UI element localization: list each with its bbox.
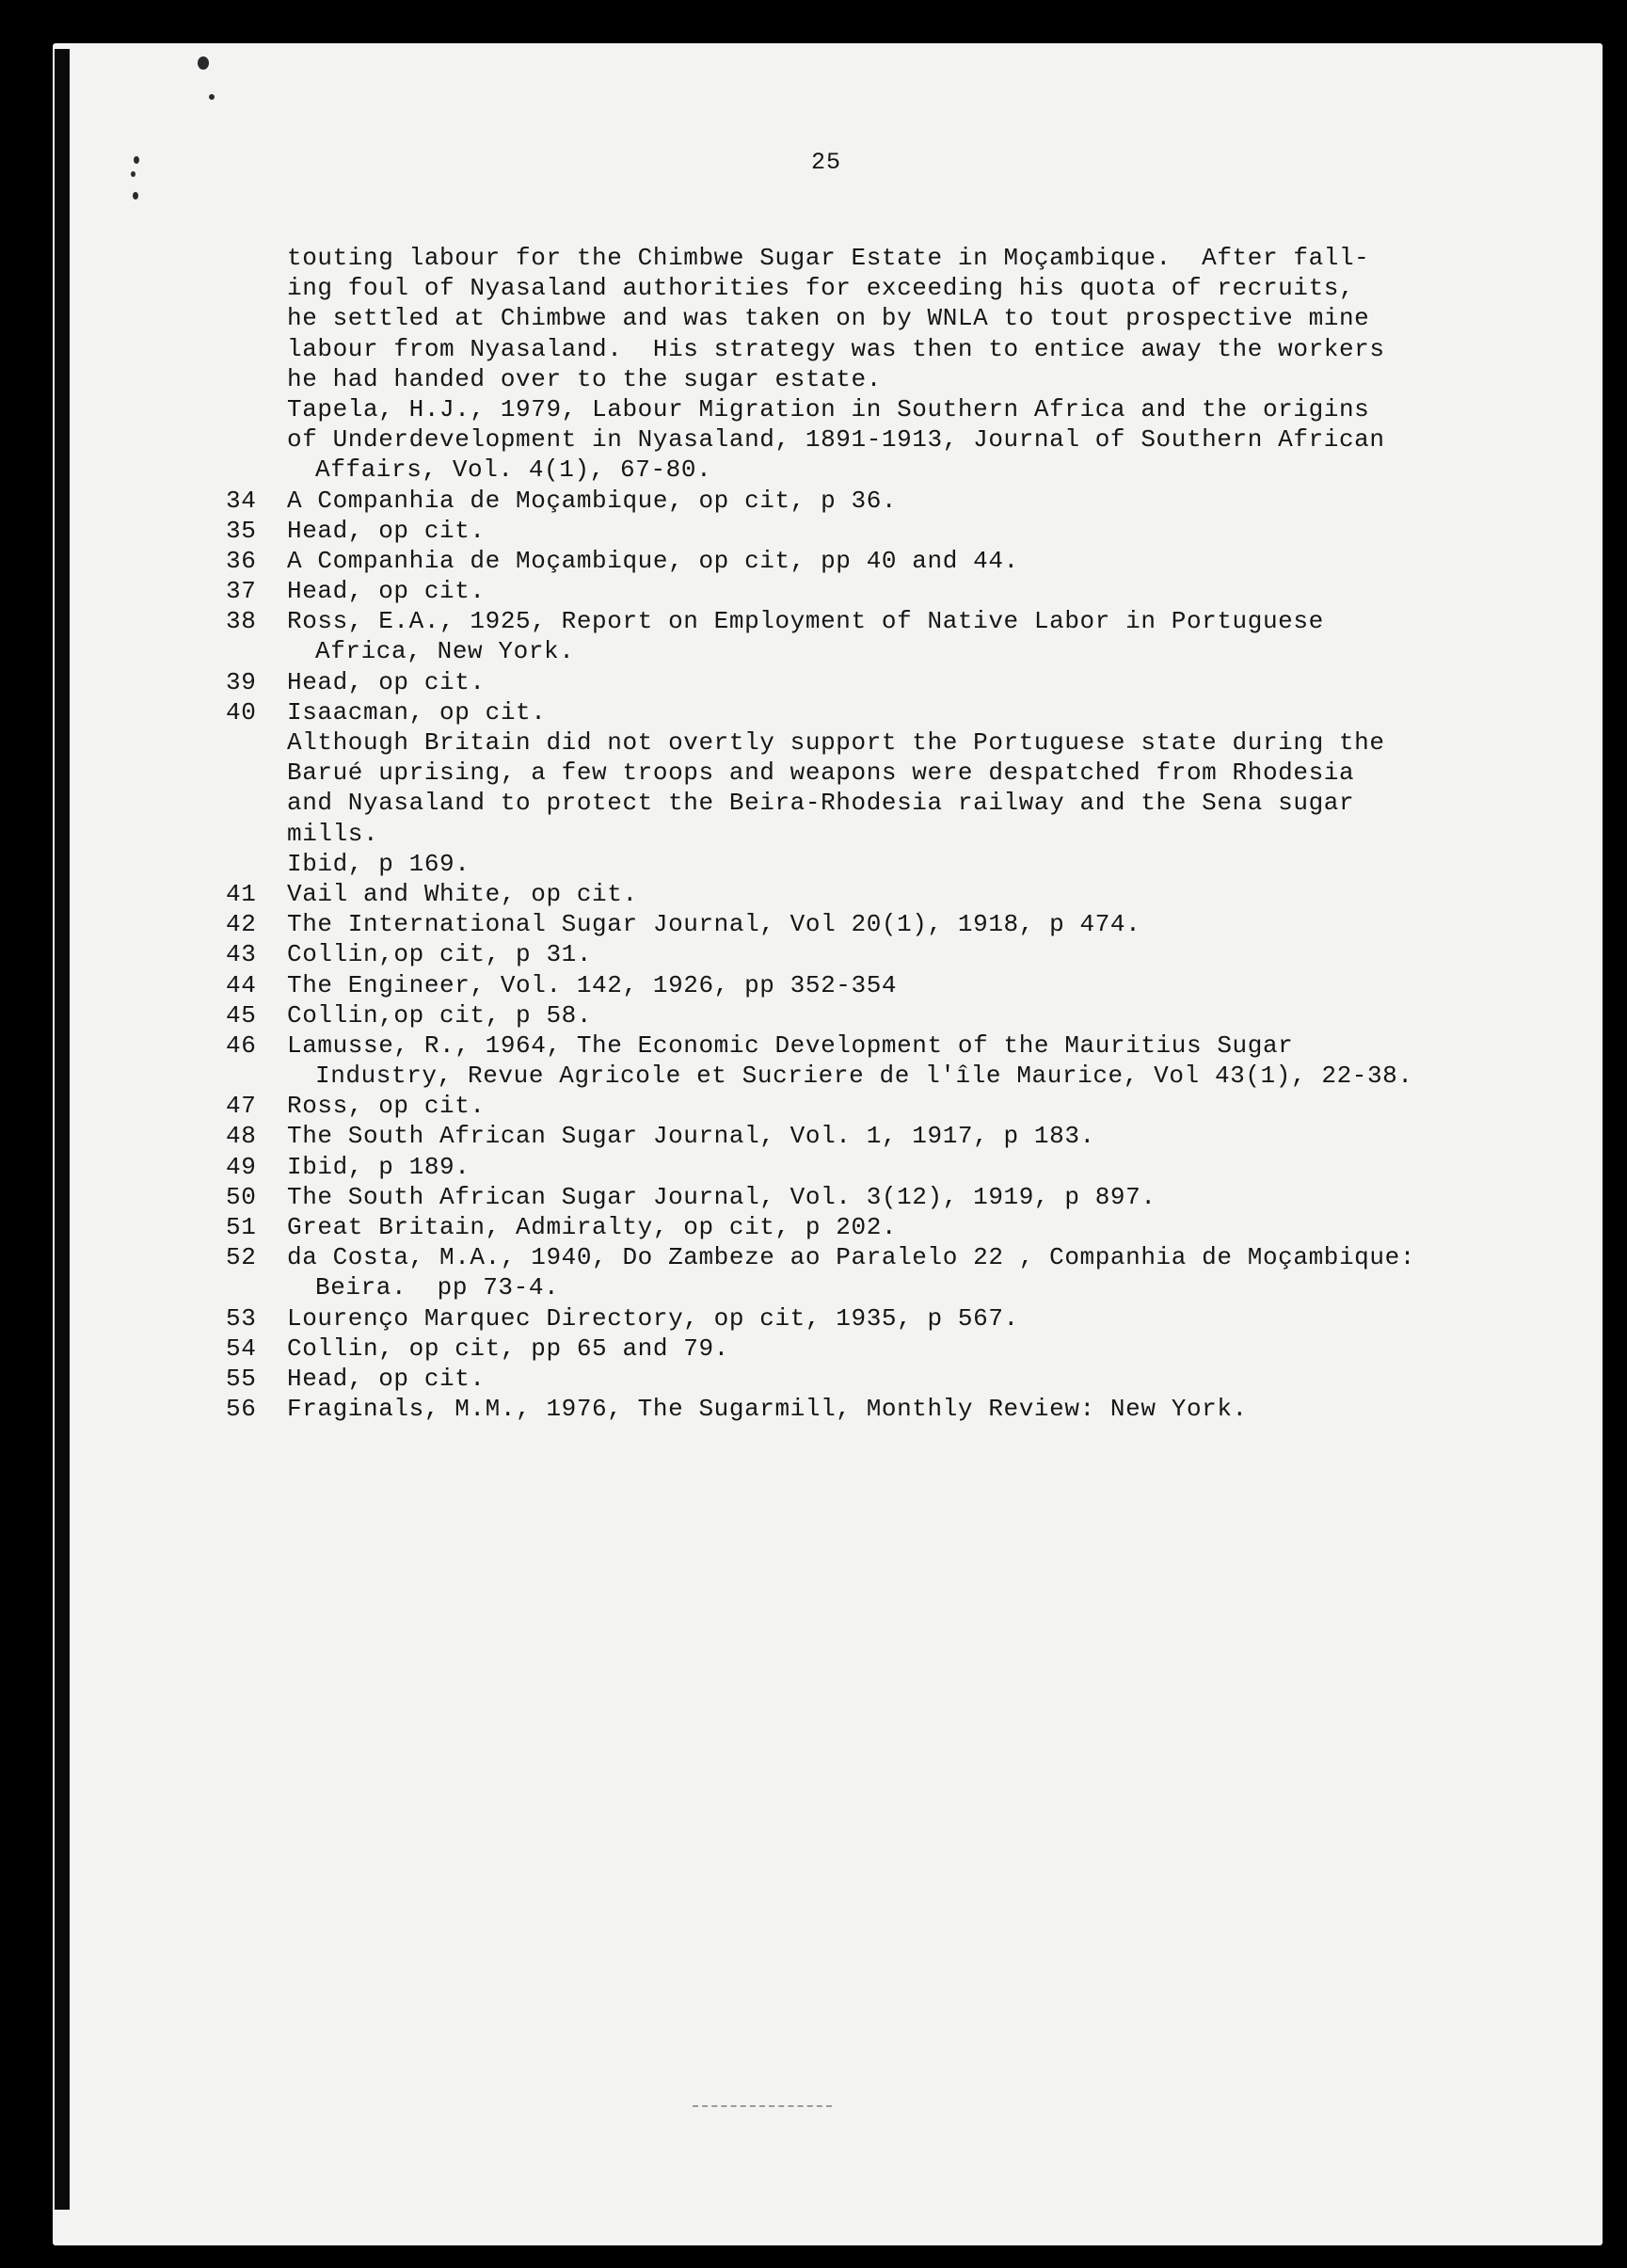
- note-line: [226, 697, 1449, 727]
- note-number: 46: [226, 1030, 257, 1060]
- scan-speck: [133, 192, 138, 200]
- note-line: [226, 819, 1449, 849]
- note-number: 45: [226, 1000, 257, 1030]
- note-number: 39: [226, 667, 257, 696]
- note-number: 43: [226, 940, 257, 969]
- note-text: The South African Sugar Journal, Vol. 3(12), 1919, p 897.: [287, 1182, 1156, 1211]
- note-line: [226, 606, 1449, 636]
- note-number: 52: [226, 1243, 257, 1272]
- binding-edge: [55, 49, 70, 2210]
- note-line: [226, 879, 1449, 909]
- note-line: [226, 849, 1449, 879]
- note-number: 40: [226, 697, 257, 727]
- note-text: Collin, op cit, pp 65 and 79.: [287, 1334, 729, 1363]
- note-text: Head, op cit.: [287, 577, 486, 606]
- note-text: he settled at Chimbwe and was taken on by WNLA to tout prospective mine: [287, 304, 1370, 333]
- note-line: [226, 636, 1449, 666]
- note-text: Isaacman, op cit.: [287, 697, 547, 727]
- note-text: ing foul of Nyasaland authorities for exceeding his quota of recruits,: [287, 274, 1355, 303]
- note-text: Ibid, p 189.: [287, 1152, 471, 1181]
- note-text: and Nyasaland to protect the Beira-Rhodesia railway and the Sena sugar: [287, 789, 1355, 818]
- note-number: 53: [226, 1303, 257, 1333]
- note-text: mills.: [287, 819, 379, 848]
- note-line: [226, 455, 1449, 485]
- note-line: [226, 243, 1449, 273]
- note-text: The Engineer, Vol. 142, 1926, pp 352-354: [287, 970, 898, 999]
- separator-rule: [693, 2105, 832, 2107]
- note-text: Great Britain, Admiralty, op cit, p 202.: [287, 1213, 898, 1241]
- note-line: [226, 1334, 1449, 1364]
- note-number: 36: [226, 546, 257, 575]
- note-text: Fraginals, M.M., 1976, The Sugarmill, Monthly Review: New York.: [287, 1395, 1248, 1424]
- scan-speck: [198, 56, 209, 70]
- note-line: [226, 1212, 1449, 1242]
- note-line: [226, 970, 1449, 1000]
- note-text: Affairs, Vol. 4(1), 67-80.: [315, 455, 712, 485]
- note-line: [226, 1000, 1449, 1030]
- note-text: The International Sugar Journal, Vol 20(1), 1918, p 474.: [287, 910, 1141, 939]
- note-text: A Companhia de Moçambique, op cit, p 36.: [287, 486, 898, 515]
- note-number: 51: [226, 1213, 257, 1241]
- note-text: of Underdevelopment in Nyasaland, 1891-1913, Journal of Southern African: [287, 425, 1385, 455]
- note-number: 56: [226, 1395, 257, 1424]
- note-line: [226, 1091, 1449, 1121]
- note-text: The South African Sugar Journal, Vol. 1, 1917, p 183.: [287, 1122, 1095, 1151]
- note-text: he had handed over to the sugar estate.: [287, 364, 882, 393]
- note-line: [226, 424, 1449, 455]
- scan-speck: [209, 94, 215, 100]
- note-line: [226, 364, 1449, 394]
- note-text: Head, op cit.: [287, 667, 486, 696]
- note-line: [226, 1272, 1449, 1302]
- note-text: Ross, E.A., 1925, Report on Employment of Native Labor in Portuguese: [287, 607, 1324, 636]
- note-number: 54: [226, 1334, 257, 1363]
- note-number: 49: [226, 1152, 257, 1181]
- note-number: 47: [226, 1092, 257, 1121]
- note-text: Vail and White, op cit.: [287, 879, 638, 908]
- note-line: [226, 727, 1449, 758]
- note-text: Lourenço Marquec Directory, op cit, 1935, p 567.: [287, 1303, 1019, 1333]
- note-line: [226, 788, 1449, 818]
- note-text: labour from Nyasaland. His strategy was then to entice away the workers: [287, 334, 1385, 363]
- note-line: [226, 1364, 1449, 1394]
- note-text: Ross, op cit.: [287, 1092, 486, 1121]
- note-number: 34: [226, 486, 257, 515]
- note-text: Collin,op cit, p 58.: [287, 1000, 593, 1030]
- note-line: [226, 1061, 1449, 1091]
- note-line: [226, 1152, 1449, 1182]
- note-number: 55: [226, 1364, 257, 1393]
- note-text: Industry, Revue Agricole et Sucriere de l'île Maurice, Vol 43(1), 22-38.: [315, 1062, 1413, 1091]
- note-line: [226, 394, 1449, 424]
- note-number: 35: [226, 516, 257, 545]
- note-line: [226, 486, 1449, 516]
- page-number: 25: [811, 149, 842, 176]
- note-line: [226, 576, 1449, 606]
- note-line: [226, 939, 1449, 969]
- note-text: A Companhia de Moçambique, op cit, pp 40 and 44.: [287, 546, 1019, 575]
- note-text: Although Britain did not overtly support the Portuguese state during the: [287, 728, 1385, 757]
- note-line: [226, 334, 1449, 364]
- scan-speck: [131, 171, 136, 177]
- note-text: Lamusse, R., 1964, The Economic Development of the Mauritius Sugar: [287, 1030, 1294, 1060]
- note-line: [226, 1394, 1449, 1424]
- note-number: 48: [226, 1122, 257, 1151]
- scan-speck: [134, 156, 139, 164]
- note-text: Barué uprising, a few troops and weapons were despatched from Rhodesia: [287, 759, 1355, 788]
- note-line: [226, 1303, 1449, 1334]
- note-line: [226, 303, 1449, 333]
- note-text: touting labour for the Chimbwe Sugar Estate in Moçambique. After fall-: [287, 244, 1370, 272]
- note-line: [226, 1121, 1449, 1151]
- note-number: 44: [226, 970, 257, 999]
- note-text: Tapela, H.J., 1979, Labour Migration in Southern Africa and the origins: [287, 394, 1370, 423]
- note-text: Beira. pp 73-4.: [315, 1273, 560, 1302]
- note-text: Collin,op cit, p 31.: [287, 940, 593, 969]
- note-line: [226, 546, 1449, 576]
- endnotes-list: [226, 243, 1449, 1424]
- note-line: [226, 1242, 1449, 1272]
- note-text: Africa, New York.: [315, 637, 575, 666]
- note-number: 38: [226, 607, 257, 636]
- note-line: [226, 273, 1449, 303]
- note-number: 37: [226, 577, 257, 606]
- note-line: [226, 758, 1449, 788]
- note-line: [226, 1182, 1449, 1212]
- note-text: Head, op cit.: [287, 1364, 486, 1393]
- note-line: [226, 909, 1449, 939]
- note-text: Ibid, p 169.: [287, 849, 471, 878]
- note-text: da Costa, M.A., 1940, Do Zambeze ao Paralelo 22 , Companhia de Moçambique:: [287, 1243, 1415, 1272]
- note-line: [226, 1030, 1449, 1061]
- note-number: 42: [226, 910, 257, 939]
- note-line: [226, 667, 1449, 697]
- note-number: 50: [226, 1182, 257, 1211]
- note-text: Head, op cit.: [287, 516, 486, 545]
- note-number: 41: [226, 879, 257, 908]
- note-line: [226, 516, 1449, 546]
